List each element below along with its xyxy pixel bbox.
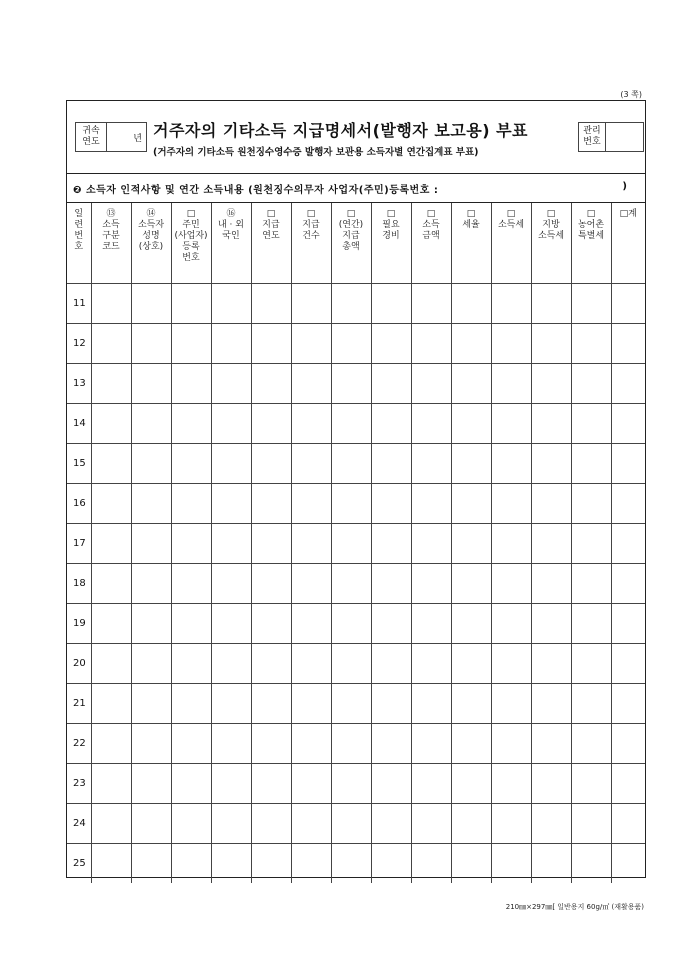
entry-cell[interactable] xyxy=(611,604,645,644)
entry-cell[interactable] xyxy=(371,724,411,764)
column-header: □ 세율 xyxy=(451,203,491,284)
entry-cell[interactable] xyxy=(211,564,251,604)
entry-cell[interactable] xyxy=(411,804,451,844)
entry-cell[interactable] xyxy=(491,724,531,764)
entry-cell[interactable] xyxy=(251,364,291,404)
column-header: 일 련 번 호 xyxy=(67,203,91,284)
entry-cell[interactable] xyxy=(371,604,411,644)
entry-cell[interactable] xyxy=(531,844,571,884)
form-title: 거주자의 기타소득 지급명세서(발행자 보고용) 부표 xyxy=(153,121,528,140)
entry-cell[interactable] xyxy=(291,444,331,484)
entry-cell[interactable] xyxy=(131,804,171,844)
entry-cell[interactable] xyxy=(131,404,171,444)
entry-cell[interactable] xyxy=(531,764,571,804)
entry-cell[interactable] xyxy=(451,804,491,844)
table-row xyxy=(67,564,645,604)
entry-cell[interactable] xyxy=(331,484,371,524)
table-body xyxy=(67,284,645,884)
entry-cell[interactable] xyxy=(251,324,291,364)
entry-cell[interactable] xyxy=(491,324,531,364)
paper-spec: 210㎜×297㎜[ 일반용지 60g/㎡ (재활용품) xyxy=(505,903,644,911)
entry-cell[interactable] xyxy=(331,724,371,764)
entry-cell[interactable] xyxy=(491,644,531,684)
entry-cell[interactable] xyxy=(491,844,531,884)
entry-cell[interactable] xyxy=(411,684,451,724)
entry-cell[interactable] xyxy=(571,724,611,764)
entry-cell[interactable] xyxy=(371,524,411,564)
entry-cell[interactable] xyxy=(611,484,645,524)
entry-cell[interactable] xyxy=(331,764,371,804)
entry-cell[interactable] xyxy=(451,604,491,644)
entry-cell[interactable] xyxy=(91,684,131,724)
entry-cell[interactable] xyxy=(451,524,491,564)
entry-cell[interactable] xyxy=(211,484,251,524)
entry-cell[interactable] xyxy=(291,684,331,724)
entry-cell[interactable] xyxy=(371,644,411,684)
entry-cell[interactable] xyxy=(571,524,611,564)
entry-cell[interactable] xyxy=(531,804,571,844)
entry-cell[interactable] xyxy=(371,684,411,724)
entry-cell[interactable] xyxy=(571,684,611,724)
entry-cell[interactable] xyxy=(91,484,131,524)
row-number: 11 xyxy=(67,284,91,324)
page-number: (3 쪽) xyxy=(620,90,642,99)
entry-cell[interactable] xyxy=(131,844,171,884)
entry-cell[interactable] xyxy=(411,524,451,564)
column-header: □ 농어촌 특별세 xyxy=(571,203,611,284)
entry-cell[interactable] xyxy=(491,564,531,604)
row-number: 12 xyxy=(67,324,91,364)
entry-cell[interactable] xyxy=(291,724,331,764)
entry-cell[interactable] xyxy=(371,844,411,884)
column-header: □계 xyxy=(611,203,645,284)
entry-cell[interactable] xyxy=(611,404,645,444)
entry-cell[interactable] xyxy=(491,404,531,444)
row-number: 21 xyxy=(67,684,91,724)
entry-cell[interactable] xyxy=(291,604,331,644)
entry-cell[interactable] xyxy=(211,444,251,484)
entry-cell[interactable] xyxy=(371,324,411,364)
table-row xyxy=(67,404,645,444)
entry-cell[interactable] xyxy=(411,444,451,484)
entry-cell[interactable] xyxy=(211,644,251,684)
entry-cell[interactable] xyxy=(531,444,571,484)
entry-cell[interactable] xyxy=(131,604,171,644)
income-table xyxy=(67,203,645,883)
entry-cell[interactable] xyxy=(331,364,371,404)
entry-cell[interactable] xyxy=(531,604,571,644)
attribution-year-label: 귀속 연도 xyxy=(76,123,107,151)
entry-cell[interactable] xyxy=(411,844,451,884)
table-row xyxy=(67,804,645,844)
entry-cell[interactable] xyxy=(571,364,611,404)
entry-cell[interactable] xyxy=(451,564,491,604)
row-number: 15 xyxy=(67,444,91,484)
row-number: 17 xyxy=(67,524,91,564)
entry-cell[interactable] xyxy=(211,364,251,404)
entry-cell[interactable] xyxy=(211,604,251,644)
entry-cell[interactable] xyxy=(91,724,131,764)
entry-cell[interactable] xyxy=(611,284,645,324)
entry-cell[interactable] xyxy=(611,764,645,804)
entry-cell[interactable] xyxy=(331,444,371,484)
entry-cell[interactable] xyxy=(451,844,491,884)
column-header: □ 소득세 xyxy=(491,203,531,284)
entry-cell[interactable] xyxy=(291,364,331,404)
entry-cell[interactable] xyxy=(171,644,211,684)
table-row xyxy=(67,644,645,684)
entry-cell[interactable] xyxy=(571,404,611,444)
entry-cell[interactable] xyxy=(211,284,251,324)
entry-cell[interactable] xyxy=(211,324,251,364)
entry-cell[interactable] xyxy=(251,684,291,724)
entry-cell[interactable] xyxy=(251,644,291,684)
entry-cell[interactable] xyxy=(371,804,411,844)
entry-cell[interactable] xyxy=(171,764,211,804)
entry-cell[interactable] xyxy=(451,284,491,324)
entry-cell[interactable] xyxy=(91,364,131,404)
entry-cell[interactable] xyxy=(491,684,531,724)
entry-cell[interactable] xyxy=(251,564,291,604)
entry-cell[interactable] xyxy=(251,804,291,844)
entry-cell[interactable] xyxy=(451,724,491,764)
entry-cell[interactable] xyxy=(571,564,611,604)
column-header: ⑯ 내 · 외 국인 xyxy=(211,203,251,284)
entry-cell[interactable] xyxy=(571,444,611,484)
entry-cell[interactable] xyxy=(251,604,291,644)
entry-cell[interactable] xyxy=(451,644,491,684)
row-number: 18 xyxy=(67,564,91,604)
entry-cell[interactable] xyxy=(411,404,451,444)
entry-cell[interactable] xyxy=(291,404,331,444)
table-row xyxy=(67,524,645,564)
table-header-row xyxy=(67,203,645,284)
entry-cell[interactable] xyxy=(611,804,645,844)
entry-cell[interactable] xyxy=(291,284,331,324)
column-header: □ 필요 경비 xyxy=(371,203,411,284)
table-row xyxy=(67,764,645,804)
entry-cell[interactable] xyxy=(611,444,645,484)
entry-cell[interactable] xyxy=(331,284,371,324)
entry-cell[interactable] xyxy=(171,844,211,884)
entry-cell[interactable] xyxy=(451,444,491,484)
table-row xyxy=(67,364,645,404)
entry-cell[interactable] xyxy=(571,844,611,884)
entry-cell[interactable] xyxy=(91,604,131,644)
entry-cell[interactable] xyxy=(371,444,411,484)
entry-cell[interactable] xyxy=(451,364,491,404)
table-row xyxy=(67,284,645,324)
entry-cell[interactable] xyxy=(251,284,291,324)
entry-cell[interactable] xyxy=(91,524,131,564)
entry-cell[interactable] xyxy=(571,284,611,324)
entry-cell[interactable] xyxy=(411,604,451,644)
table-row xyxy=(67,324,645,364)
entry-cell[interactable] xyxy=(531,324,571,364)
entry-cell[interactable] xyxy=(531,404,571,444)
entry-cell[interactable] xyxy=(91,844,131,884)
entry-cell[interactable] xyxy=(371,564,411,604)
table-row xyxy=(67,604,645,644)
entry-cell[interactable] xyxy=(131,724,171,764)
entry-cell[interactable] xyxy=(331,564,371,604)
entry-cell[interactable] xyxy=(331,644,371,684)
row-number: 22 xyxy=(67,724,91,764)
entry-cell[interactable] xyxy=(171,604,211,644)
entry-cell[interactable] xyxy=(571,764,611,804)
entry-cell[interactable] xyxy=(251,724,291,764)
entry-cell[interactable] xyxy=(411,724,451,764)
entry-cell[interactable] xyxy=(291,324,331,364)
entry-cell[interactable] xyxy=(91,404,131,444)
entry-cell[interactable] xyxy=(411,644,451,684)
entry-cell[interactable] xyxy=(331,844,371,884)
entry-cell[interactable] xyxy=(91,284,131,324)
entry-cell[interactable] xyxy=(371,484,411,524)
section-close-paren: ) xyxy=(622,181,627,192)
table-row xyxy=(67,844,645,884)
entry-cell[interactable] xyxy=(491,284,531,324)
column-header: □ 주민 (사업자) 등록 번호 xyxy=(171,203,211,284)
entry-cell[interactable] xyxy=(411,324,451,364)
entry-cell[interactable] xyxy=(331,804,371,844)
entry-cell[interactable] xyxy=(91,764,131,804)
entry-cell[interactable] xyxy=(251,764,291,804)
entry-cell[interactable] xyxy=(611,684,645,724)
entry-cell[interactable] xyxy=(491,364,531,404)
entry-cell[interactable] xyxy=(531,524,571,564)
entry-cell[interactable] xyxy=(211,844,251,884)
section-heading xyxy=(67,173,645,203)
row-number: 14 xyxy=(67,404,91,444)
entry-cell[interactable] xyxy=(491,804,531,844)
table-row xyxy=(67,444,645,484)
entry-cell[interactable] xyxy=(131,564,171,604)
row-number: 24 xyxy=(67,804,91,844)
entry-cell[interactable] xyxy=(131,484,171,524)
entry-cell[interactable] xyxy=(91,644,131,684)
entry-cell[interactable] xyxy=(171,684,211,724)
entry-cell[interactable] xyxy=(571,324,611,364)
entry-cell[interactable] xyxy=(171,444,211,484)
entry-cell[interactable] xyxy=(211,524,251,564)
entry-cell[interactable] xyxy=(571,484,611,524)
entry-cell[interactable] xyxy=(371,284,411,324)
entry-cell[interactable] xyxy=(211,684,251,724)
entry-cell[interactable] xyxy=(131,444,171,484)
entry-cell[interactable] xyxy=(411,284,451,324)
entry-cell[interactable] xyxy=(211,404,251,444)
section-title: ❷ 소득자 인적사항 및 연간 소득내용 (원천징수의무자 사업자(주민)등록번호 : xyxy=(73,185,439,196)
entry-cell[interactable] xyxy=(251,524,291,564)
entry-cell[interactable] xyxy=(451,404,491,444)
entry-cell[interactable] xyxy=(451,764,491,804)
attribution-year-box xyxy=(75,122,147,152)
management-number-label: 관리 번호 xyxy=(579,123,606,151)
entry-cell[interactable] xyxy=(411,364,451,404)
entry-cell[interactable] xyxy=(291,844,331,884)
entry-cell[interactable] xyxy=(491,484,531,524)
entry-cell[interactable] xyxy=(251,444,291,484)
entry-cell[interactable] xyxy=(211,764,251,804)
entry-cell[interactable] xyxy=(171,564,211,604)
entry-cell[interactable] xyxy=(411,484,451,524)
form-header xyxy=(67,101,645,174)
entry-cell[interactable] xyxy=(91,324,131,364)
entry-cell[interactable] xyxy=(491,764,531,804)
entry-cell[interactable] xyxy=(451,684,491,724)
entry-cell[interactable] xyxy=(291,764,331,804)
entry-cell[interactable] xyxy=(611,844,645,884)
entry-cell[interactable] xyxy=(131,364,171,404)
entry-cell[interactable] xyxy=(251,484,291,524)
entry-cell[interactable] xyxy=(331,404,371,444)
table-row xyxy=(67,484,645,524)
column-header: ⑭ 소득자 성명 (상호) xyxy=(131,203,171,284)
entry-cell[interactable] xyxy=(411,764,451,804)
entry-cell[interactable] xyxy=(331,604,371,644)
entry-cell[interactable] xyxy=(211,724,251,764)
entry-cell[interactable] xyxy=(531,684,571,724)
entry-cell[interactable] xyxy=(611,324,645,364)
entry-cell[interactable] xyxy=(131,324,171,364)
entry-cell[interactable] xyxy=(611,364,645,404)
entry-cell[interactable] xyxy=(611,524,645,564)
entry-cell[interactable] xyxy=(491,524,531,564)
entry-cell[interactable] xyxy=(171,724,211,764)
entry-cell[interactable] xyxy=(91,444,131,484)
entry-cell[interactable] xyxy=(371,364,411,404)
entry-cell[interactable] xyxy=(571,644,611,684)
entry-cell[interactable] xyxy=(171,284,211,324)
entry-cell[interactable] xyxy=(91,564,131,604)
entry-cell[interactable] xyxy=(291,804,331,844)
entry-cell[interactable] xyxy=(411,564,451,604)
entry-cell[interactable] xyxy=(131,524,171,564)
entry-cell[interactable] xyxy=(171,364,211,404)
entry-cell[interactable] xyxy=(531,564,571,604)
row-number: 20 xyxy=(67,644,91,684)
row-number: 13 xyxy=(67,364,91,404)
entry-cell[interactable] xyxy=(571,804,611,844)
entry-cell[interactable] xyxy=(91,804,131,844)
entry-cell[interactable] xyxy=(371,764,411,804)
entry-cell[interactable] xyxy=(611,724,645,764)
column-header: □ 소득 금액 xyxy=(411,203,451,284)
entry-cell[interactable] xyxy=(291,524,331,564)
entry-cell[interactable] xyxy=(491,444,531,484)
table-row xyxy=(67,724,645,764)
entry-cell[interactable] xyxy=(291,484,331,524)
entry-cell[interactable] xyxy=(291,564,331,604)
form-subtitle: (거주자의 기타소득 원천징수영수증 발행자 보관용 소득자별 연간집계표 부표) xyxy=(153,147,479,158)
entry-cell[interactable] xyxy=(451,324,491,364)
entry-cell[interactable] xyxy=(531,644,571,684)
column-header: ⑬ 소득 구분 코드 xyxy=(91,203,131,284)
column-header: □ (연간) 지급 총액 xyxy=(331,203,371,284)
entry-cell[interactable] xyxy=(131,764,171,804)
row-number: 16 xyxy=(67,484,91,524)
column-header: □ 지급 연도 xyxy=(251,203,291,284)
entry-cell[interactable] xyxy=(571,604,611,644)
entry-cell[interactable] xyxy=(531,484,571,524)
entry-cell[interactable] xyxy=(611,644,645,684)
entry-cell[interactable] xyxy=(291,644,331,684)
row-number: 25 xyxy=(67,844,91,884)
row-number: 23 xyxy=(67,764,91,804)
entry-cell[interactable] xyxy=(131,684,171,724)
entry-cell[interactable] xyxy=(331,524,371,564)
management-number-box xyxy=(578,122,644,152)
entry-cell[interactable] xyxy=(131,284,171,324)
entry-cell[interactable] xyxy=(531,724,571,764)
management-number-field[interactable] xyxy=(606,123,643,151)
entry-cell[interactable] xyxy=(451,484,491,524)
entry-cell[interactable] xyxy=(531,284,571,324)
entry-cell[interactable] xyxy=(171,484,211,524)
statement-form xyxy=(66,100,646,878)
entry-cell[interactable] xyxy=(171,404,211,444)
entry-cell[interactable] xyxy=(171,524,211,564)
entry-cell[interactable] xyxy=(331,324,371,364)
entry-cell[interactable] xyxy=(611,564,645,604)
entry-cell[interactable] xyxy=(371,404,411,444)
entry-cell[interactable] xyxy=(211,804,251,844)
attribution-year-field[interactable]: 년 xyxy=(133,134,142,144)
entry-cell[interactable] xyxy=(131,644,171,684)
entry-cell[interactable] xyxy=(251,404,291,444)
entry-cell[interactable] xyxy=(531,364,571,404)
table-row xyxy=(67,684,645,724)
entry-cell[interactable] xyxy=(491,604,531,644)
row-number: 19 xyxy=(67,604,91,644)
column-header: □ 지급 건수 xyxy=(291,203,331,284)
entry-cell[interactable] xyxy=(331,684,371,724)
entry-cell[interactable] xyxy=(171,324,211,364)
column-header: □ 지방 소득세 xyxy=(531,203,571,284)
entry-cell[interactable] xyxy=(171,804,211,844)
entry-cell[interactable] xyxy=(251,844,291,884)
